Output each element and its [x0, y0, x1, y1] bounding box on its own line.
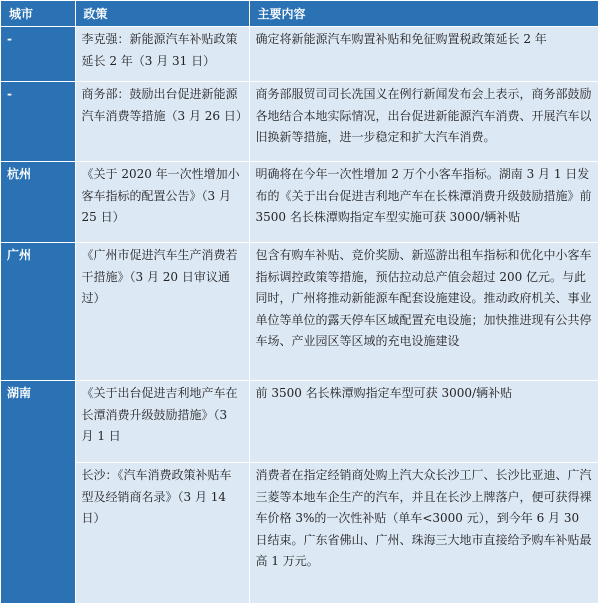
row-content: 消费者在指定经销商处购上汽大众长沙工厂、长沙比亚迪、广汽三菱等本地车企生产的汽车，并且在长沙上牌落户，便可获得裸车价格 3%的一次性补贴（单车<3000 元），到今年 6 月 30 日结束。广东省佛山、广州、珠海三大地市直接给予购车补贴最高 1 万元。 — [249, 463, 598, 603]
row-policy: 李克强：新能源汽车补贴政策延长 2 年（3 月 31 日） — [75, 27, 249, 82]
row-city: 杭州 — [1, 162, 75, 243]
header-city: 城市 — [1, 1, 75, 27]
row-content: 商务部服贸司司长冼国义在例行新闻发布会上表示，商务部鼓励各地结合本地实际情况，出台促进新能源汽车消费、开展汽车以旧换新等措施，进一步稳定和扩大汽车消费。 — [249, 82, 598, 162]
header-content: 主要内容 — [249, 1, 598, 27]
row-content: 确定将新能源汽车购置补贴和免征购置税政策延长 2 年 — [249, 27, 598, 82]
row-city: 广州 — [1, 243, 75, 381]
row-content: 包含有购车补贴、竞价奖励、新巡游出租车指标和优化中小客车指标调控政策等措施，预估拉动总产值会超过 200 亿元。与此同时，广州将推动新能源车配套设施建设。推动政府机关、事业单位等单位的露天停车区域配置充电设施；加快推进现有公共停车场、产业园区等区域的充电设施建设 — [249, 243, 598, 381]
header-policy: 政策 — [75, 1, 249, 27]
table-row — [1, 381, 598, 463]
row-policy: 《关于 2020 年一次性增加小客车指标的配置公告》（3 月 25 日） — [75, 162, 249, 243]
row-city: - — [1, 82, 75, 162]
table-row — [1, 27, 598, 82]
row-policy: 长沙：《汽车消费政策补贴车型及经销商名录》（3 月 14 日） — [75, 463, 249, 603]
row-city: 湖南 — [1, 381, 75, 603]
table-row — [1, 82, 598, 162]
row-policy: 《广州市促进汽车生产消费若干措施》（3 月 20 日审议通过） — [75, 243, 249, 381]
row-content: 前 3500 名长株潭购指定车型可获 3000/辆补贴 — [249, 381, 598, 463]
table-row — [1, 243, 598, 381]
table-row — [1, 463, 598, 603]
row-city: - — [1, 27, 75, 82]
policy-table — [1, 1, 599, 603]
row-policy: 《关于出台促进吉利地产车在长潭消费升级鼓励措施》（3 月 1 日 — [75, 381, 249, 463]
header-row — [1, 1, 598, 27]
table-row — [1, 162, 598, 243]
row-policy: 商务部：鼓励出台促进新能源汽车消费等措施（3 月 26 日） — [75, 82, 249, 162]
row-content: 明确将在今年一次性增加 2 万个小客车指标。湖南 3 月 1 日发布的《关于出台促进吉利地产车在长株潭消费升级鼓励措施》前 3500 名长株潭购指定车型实施可获 3000/辆补贴 — [249, 162, 598, 243]
